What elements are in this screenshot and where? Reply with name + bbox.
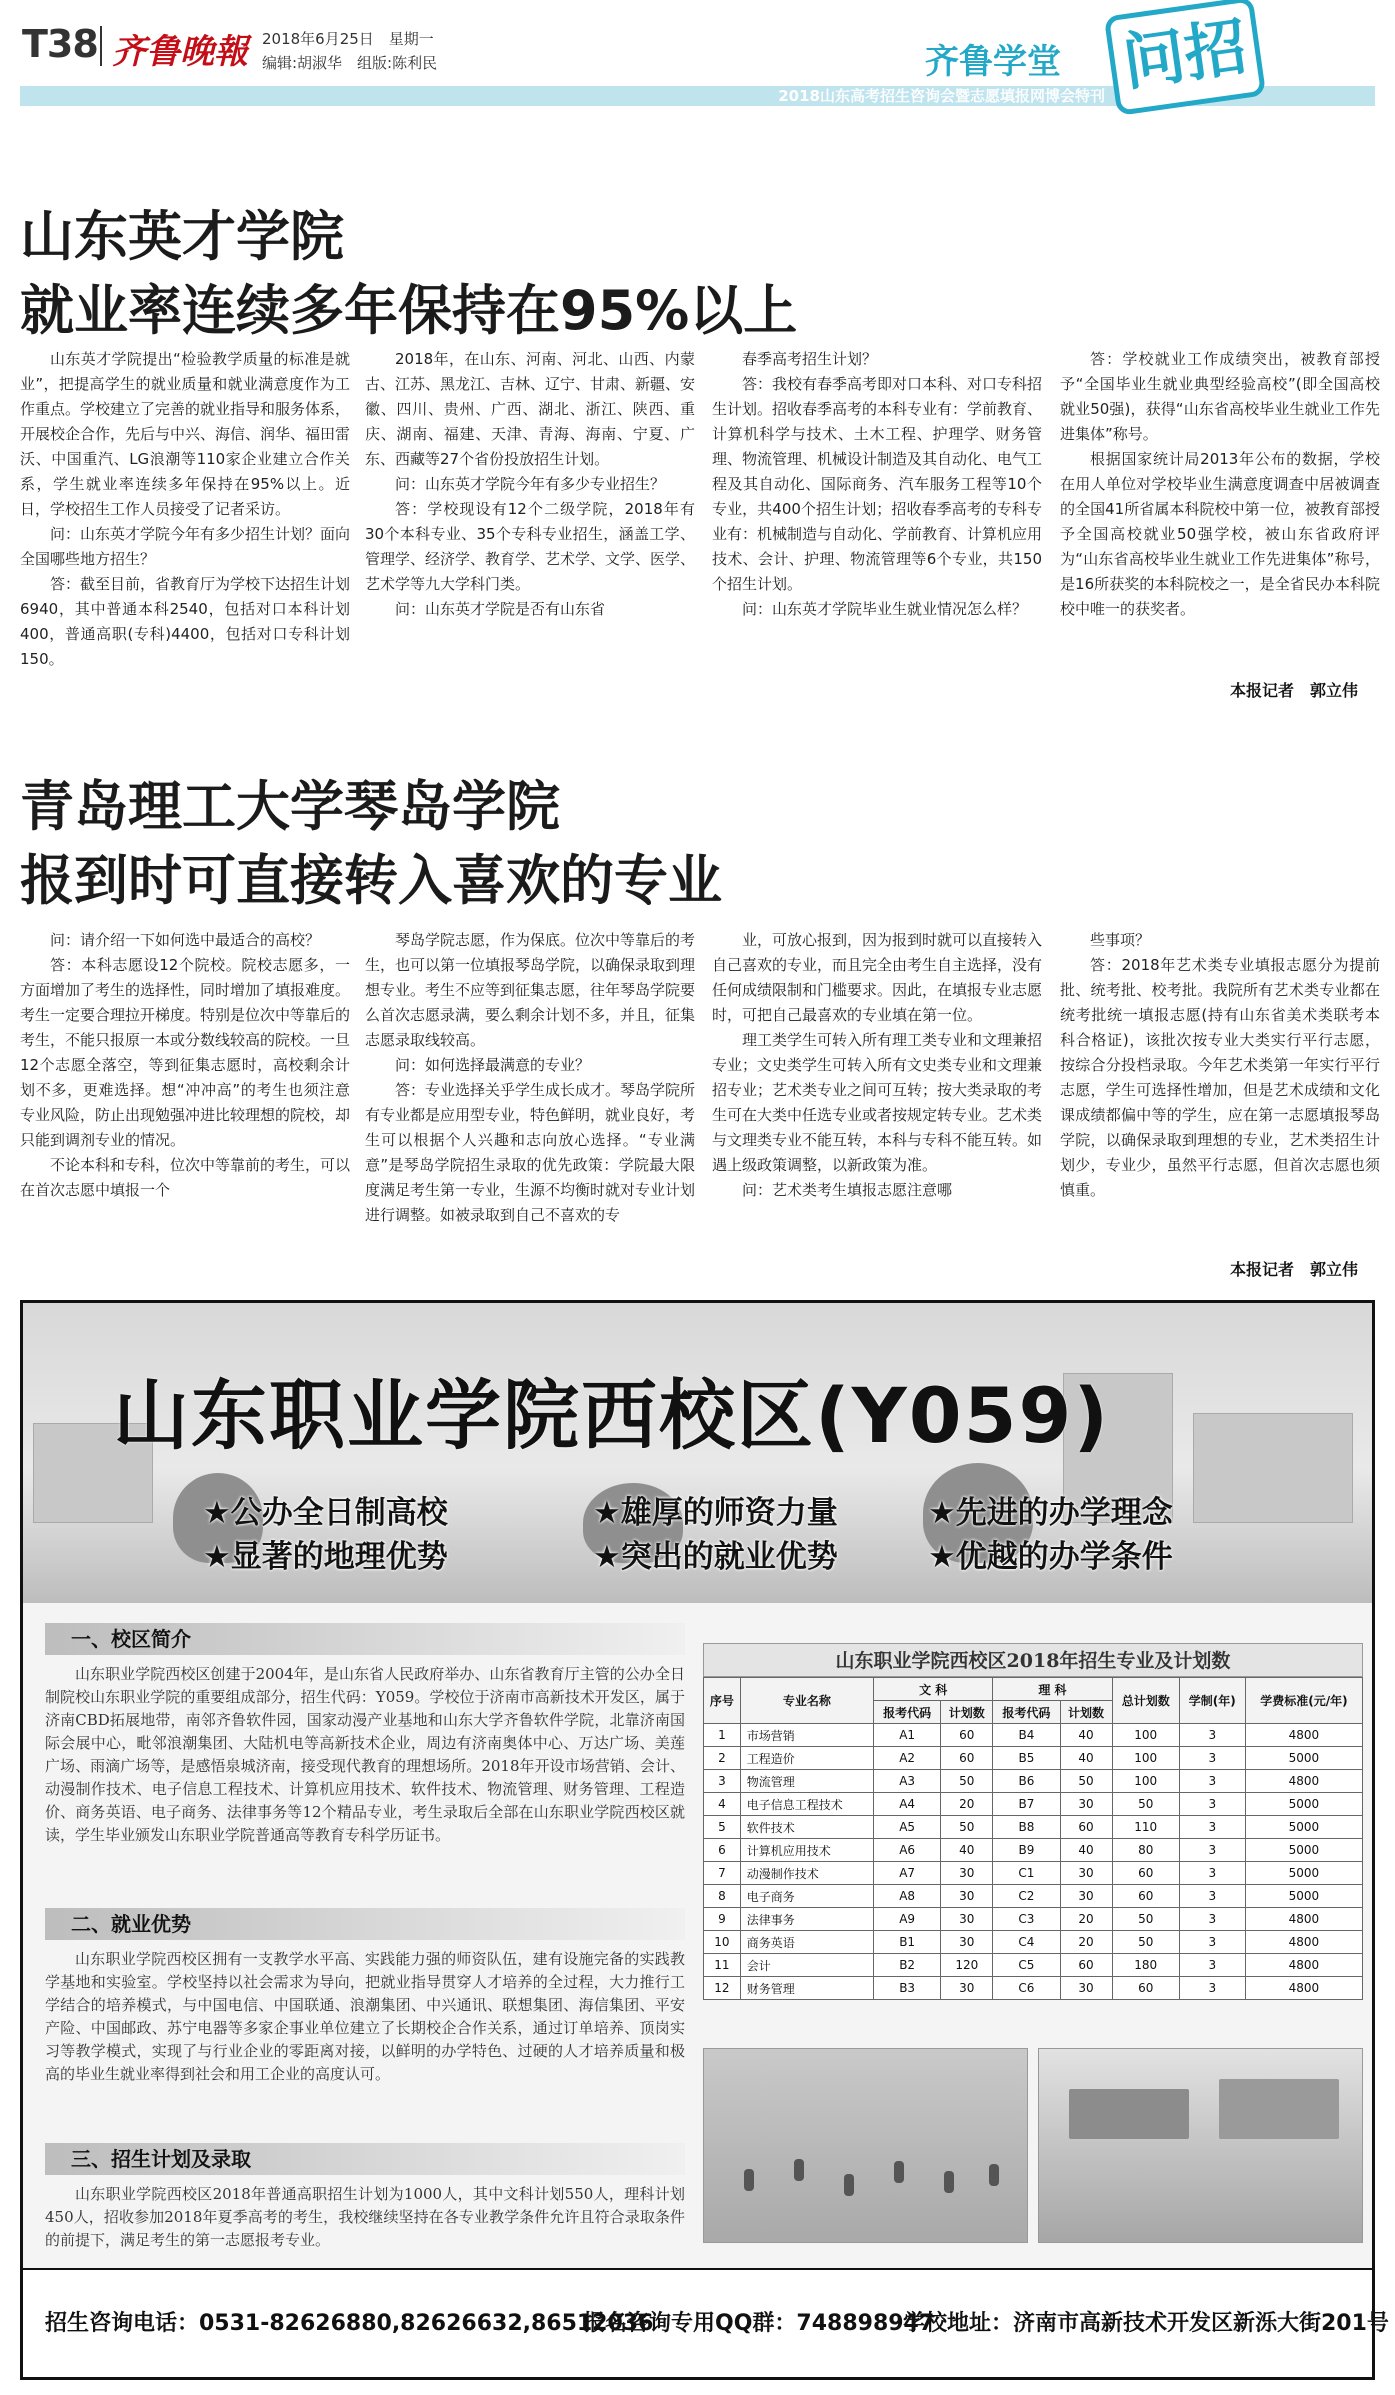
table-cell: 100 [1112,1770,1179,1793]
section-heading-admission: 三、招生计划及录取 [45,2143,685,2175]
table-cell: 40 [1060,1724,1112,1747]
campus-aerial-photo [1038,2048,1363,2243]
table-row [704,1793,1363,1816]
table-row [704,1724,1363,1747]
table-cell: A3 [874,1770,941,1793]
paragraph: 答：截至目前，省教育厅为学校下达招生计划6940，其中普通本科2540，包括对口本科计划400，普通高职(专科)4400，包括对口专科计划150。 [20,575,350,668]
table-cell: 3 [1179,1793,1245,1816]
table-cell: 20 [941,1793,993,1816]
table-caption: 山东职业学院西校区2018年招生专业及计划数 [703,1643,1363,1677]
table-cell: 4800 [1245,1954,1362,1977]
table-cell: 30 [941,1885,993,1908]
table-cell: 50 [1060,1770,1112,1793]
student-figure [894,2161,904,2183]
paragraph: 问：请介绍一下如何选中最适合的高校？ [50,931,321,949]
article1-subtitle: 就业率连续多年保持在95%以上 [20,279,798,342]
admission-phone: 招生咨询电话：0531-82626880,82626632,86512036 [45,2311,654,2336]
table-cell: 市场营销 [740,1724,873,1747]
table-cell: 100 [1112,1724,1179,1747]
table-cell: 5000 [1245,1862,1362,1885]
table-cell: 3 [1179,1885,1245,1908]
table-cell: 180 [1112,1954,1179,1977]
table-cell: C6 [993,1977,1060,2000]
page-number: T38 [22,22,98,66]
paragraph: 答：2018年艺术类专业填报志愿分为提前批、统考批、校考批。我院所有艺术类专业都在统考批统一填报志愿(持有山东省美术类联考本科合格证)，该批次按专业大类实行平行志愿，按综合分投档录取。今年艺术类第一年实行平行志愿，学生可选择性增加，但是艺术成绩和文化课成绩都偏中等的学生，应在第一志愿填报琴岛学院，以确保录取到理想的专业，艺术类招生计划少，专业少，虽然平行志愿，但首次志愿也须慎重。 [1060,956,1380,1199]
special-issue-title: 2018山东高考招生咨询会暨志愿填报网博会特刊 [778,87,1105,105]
table-cell: 5 [704,1816,741,1839]
table-row [704,1862,1363,1885]
issue-date: 2018年6月25日 星期一 [262,30,434,48]
table-cell: 30 [941,1862,993,1885]
table-cell: A7 [874,1862,941,1885]
col-header-total: 总计划数 [1112,1678,1179,1724]
paragraph: 琴岛学院志愿，作为保底。位次中等靠后的考生，也可以第一位填报琴岛学院，以确保录取到理想专业。考生不应等到征集志愿，往年琴岛学院要么首次志愿录满，要么剩余计划不多，并且，征集志愿录取线较高。 [365,931,695,1049]
table-cell: 3 [1179,1770,1245,1793]
article1-byline: 本报记者 郭立伟 [1230,681,1359,700]
col-header-li: 理 科 [993,1678,1112,1701]
section-text-admission: 山东职业学院西校区2018年普通高职招生计划为1000人，其中文科计划550人，理科计划450人，招收参加2018年夏季高考的考生，我校继续坚持在各专业教学条件允许且符合录取条件的前提下，满足考生的第一志愿报考专业。 [45,2185,685,2249]
table-cell: 40 [1060,1747,1112,1770]
table-cell: 20 [1060,1931,1112,1954]
table-cell: 40 [1060,1839,1112,1862]
article2-title: 青岛理工大学琴岛学院 [20,775,560,838]
table-row [704,1885,1363,1908]
col-header-wen-code: 报考代码 [874,1701,941,1724]
student-figure [794,2159,804,2181]
table-row [704,1770,1363,1793]
table-row [704,1816,1363,1839]
paragraph: 2018年，在山东、河南、河北、山西、内蒙古、江苏、黑龙江、吉林、辽宁、甘肃、新疆、安徽、四川、贵州、广西、湖北、浙江、陕西、重庆、湖南、福建、天津、青海、海南、宁夏、广东、西藏等27个省份投放招生计划。 [365,350,695,468]
col-header-wen: 文 科 [874,1678,993,1701]
table-cell: 30 [1060,1885,1112,1908]
editor-credits: 编辑:胡淑华 组版:陈利民 [262,54,438,72]
table-cell: 电子信息工程技术 [740,1793,873,1816]
student-figure [944,2171,954,2193]
table-cell: 4800 [1245,1931,1362,1954]
paragraph: 问：如何选择最满意的专业？ [395,1056,591,1074]
section-heading-intro: 一、校区简介 [45,1623,685,1655]
campus-photos [703,2048,1363,2243]
paragraph: 问：山东英才学院今年有多少招生计划？面向全国哪些地方招生？ [20,525,350,568]
table-cell: B3 [874,1977,941,2000]
table-cell: 100 [1112,1747,1179,1770]
table-cell: 30 [941,1908,993,1931]
paragraph: 些事项？ [1090,931,1151,949]
table-cell: 10 [704,1931,741,1954]
table-cell: 1 [704,1724,741,1747]
table-cell: C1 [993,1862,1060,1885]
table-cell: C3 [993,1908,1060,1931]
table-cell: 120 [941,1954,993,1977]
table-cell: B8 [993,1816,1060,1839]
table-cell: 60 [1060,1954,1112,1977]
table-cell: 30 [1060,1862,1112,1885]
table-cell: 计算机应用技术 [740,1839,873,1862]
table-cell: 3 [1179,1908,1245,1931]
table-cell: 5000 [1245,1816,1362,1839]
table-cell: 5000 [1245,1885,1362,1908]
qq-group: 报名咨询专用QQ群：748898947 [583,2311,935,2336]
table-cell: 法律事务 [740,1908,873,1931]
article1-column-2 [365,347,695,702]
table-cell: A9 [874,1908,941,1931]
table-row [704,1977,1363,2000]
table-cell: 3 [1179,1747,1245,1770]
table-cell: 4800 [1245,1770,1362,1793]
table-cell: 50 [1112,1931,1179,1954]
table-cell: 3 [1179,1954,1245,1977]
campus-building [1193,1413,1353,1523]
table-cell: 软件技术 [740,1816,873,1839]
table-row [704,1954,1363,1977]
table-cell: 60 [1060,1816,1112,1839]
paragraph: 不论本科和专科，位次中等靠前的考生，可以在首次志愿中填报一个 [20,1156,350,1199]
table-cell: 110 [1112,1816,1179,1839]
table-cell: 60 [1112,1977,1179,2000]
table-cell: B9 [993,1839,1060,1862]
table-cell: 30 [1060,1793,1112,1816]
table-cell: C5 [993,1954,1060,1977]
ad-feature: ★突出的就业优势 [593,1539,838,1575]
table-cell: 50 [941,1770,993,1793]
table-cell: 3 [1179,1816,1245,1839]
table-cell: 3 [1179,1839,1245,1862]
school-address: 学校地址：济南市高新技术开发区新泺大街201号 [903,2311,1389,2336]
ad-feature: ★公办全日制高校 [203,1495,448,1531]
table-cell: 3 [1179,1931,1245,1954]
col-header-no: 序号 [704,1678,741,1724]
table-cell: 8 [704,1885,741,1908]
article2-byline: 本报记者 郭立伟 [1230,1260,1359,1279]
table-cell: B2 [874,1954,941,1977]
advertisement [20,1300,1389,2380]
building-shape [1219,2079,1339,2139]
col-header-years: 学制(年) [1179,1678,1245,1724]
table-cell: B7 [993,1793,1060,1816]
table-cell: 30 [941,1931,993,1954]
table-row [704,1839,1363,1862]
paragraph: 答：学校现设有12个二级学院，2018年有30个本科专业、35个专科专业招生，涵盖工学、管理学、经济学、教育学、艺术学、文学、医学、艺术学等九大学科门类。 [365,500,695,593]
section-text-employment: 山东职业学院西校区拥有一支教学水平高、实践能力强的师资队伍，建有设施完备的实践教学基地和实验室。学校坚持以社会需求为导向，把就业指导贯穿人才培养的全过程，大力推行工学结合的培养模式，与中国电信、中国联通、浪潮集团、中兴通讯、联想集团、海信集团、平安产险、中国邮政、苏宁电器等多家企事业单位建立了长期校企合作关系，通过订单培养、顶岗实习等教学模式，实现了与行业企业的零距离对接，以鲜明的办学特色、过硬的人才培养质量和极高的毕业生就业率得到社会和用工企业的高度认可。 [45,1950,685,2083]
ad-feature: ★雄厚的师资力量 [593,1495,838,1531]
article2-column-2 [365,928,695,1283]
student-figure [844,2174,854,2196]
table-row [704,1908,1363,1931]
article2-column-4 [1060,928,1380,1258]
ad-feature: ★显著的地理优势 [203,1539,448,1575]
table-row [704,1747,1363,1770]
table-cell: A1 [874,1724,941,1747]
table-cell: 4800 [1245,1908,1362,1931]
student-figure [989,2164,999,2186]
table-cell: 30 [941,1977,993,2000]
table-cell: 7 [704,1862,741,1885]
table-cell: 11 [704,1954,741,1977]
paragraph: 答：本科志愿设12个院校。院校志愿多，一方面增加了考生的选择性，同时增加了填报难度。考生一定要合理拉开梯度。特别是位次中等靠后的考生，不能只报原一本或分数线较高的院校。一旦12个志愿全落空，等到征集志愿时，高校剩余计划不多，更难选择。想“冲冲高”的考生也须注意专业风险，防止出现勉强冲进比较理想的院校，却只能到调剂专业的情况。 [20,956,350,1149]
table-cell: 3 [1179,1724,1245,1747]
table-cell: A4 [874,1793,941,1816]
table-cell: 5000 [1245,1747,1362,1770]
student-figure [744,2169,754,2191]
article1-column-4 [1060,347,1380,677]
table-cell: B6 [993,1770,1060,1793]
campus-banner-photo [23,1303,1372,1603]
section-heading-employment: 二、就业优势 [45,1908,685,1940]
paragraph: 业，可放心报到，因为报到时就可以直接转入自己喜欢的专业，而且完全由考生自主选择，没有任何成绩限制和门槛要求。因此，在填报专业志愿时，可把自己最喜欢的专业填在第一位。 [712,931,1042,1024]
table-cell: B5 [993,1747,1060,1770]
paragraph: 问：山东英才学院今年有多少专业招生？ [395,475,666,493]
table-cell: 60 [941,1724,993,1747]
table-cell: C2 [993,1885,1060,1908]
table-cell: 6 [704,1839,741,1862]
ad-feature: ★优越的办学条件 [928,1539,1173,1575]
plan-table [703,1677,1363,2000]
table-cell: 60 [1112,1862,1179,1885]
table-cell: 4800 [1245,1977,1362,2000]
header-divider [100,26,102,66]
table-cell: B1 [874,1931,941,1954]
paragraph: 问：艺术类考生填报志愿注意哪 [742,1181,953,1199]
table-cell: 5000 [1245,1793,1362,1816]
article1-column-3 [712,347,1042,702]
paragraph: 答：我校有春季高考即对口本科、对口专科招生计划。招收春季高考的本科专业有：学前教育、计算机科学与技术、土木工程、护理学、财务管理、物流管理、机械设计制造及其自动化、电气工程及其自动化、国际商务、汽车服务工程等10个专业，共400个招生计划；招收春季高考的专科专业有：机械制造与自动化、学前教育、计算机应用技术、会计、护理、物流管理等6个专业，共150个招生计划。 [712,375,1042,593]
ad-feature: ★先进的办学理念 [928,1495,1173,1531]
table-cell: B4 [993,1724,1060,1747]
col-header-fee: 学费标准(元/年) [1245,1678,1362,1724]
table-cell: 财务管理 [740,1977,873,2000]
table-cell: 20 [1060,1908,1112,1931]
paragraph: 山东英才学院提出“检验教学质量的标准是就业”，把提高学生的就业质量和就业满意度作为工作重点。学校建立了完善的就业指导和服务体系，开展校企合作，先后与中兴、海信、润华、福田雷沃、中国重汽、LG浪潮等110家企业建立合作关系，学生就业率连续多年保持在95%以上。近日，学校招生工作人员接受了记者采访。 [20,350,350,518]
article2-column-3 [712,928,1042,1283]
paragraph: 问：山东英才学院是否有山东省 [395,600,606,618]
table-cell: 3 [704,1770,741,1793]
table-cell: 30 [1060,1977,1112,2000]
table-cell: 50 [1112,1793,1179,1816]
table-cell: 3 [1179,1977,1245,2000]
col-header-wen-plan: 计划数 [941,1701,993,1724]
table-cell: 商务英语 [740,1931,873,1954]
gym-class-photo [703,2048,1028,2243]
table-cell: A2 [874,1747,941,1770]
section-name: 齐鲁学堂 [925,42,1061,82]
paragraph: 答：学校就业工作成绩突出，被教育部授予“全国毕业生就业典型经验高校”(即全国高校就业50强)，获得“山东省高校毕业生就业工作先进集体”称号。 [1060,350,1380,443]
paragraph: 问：山东英才学院毕业生就业情况怎么样？ [742,600,1028,618]
table-cell: 4800 [1245,1724,1362,1747]
page-header [0,0,1395,118]
table-cell: 50 [941,1816,993,1839]
table-cell: 80 [1112,1839,1179,1862]
table-row [704,1931,1363,1954]
article2-column-1 [20,928,350,1283]
table-cell: 电子商务 [740,1885,873,1908]
table-cell: 5000 [1245,1839,1362,1862]
paragraph: 理工类学生可转入所有理工类专业和文理兼招专业；文史类学生可转入所有文史类专业和文理兼招专业；艺术类专业之间可互转；按大类录取的考生可在大类中任选专业或者按规定转专业。艺术类与文理类专业不能互转，本科与专科不能互转。如遇上级政策调整，以新政策为准。 [712,1031,1042,1174]
table-cell: 2 [704,1747,741,1770]
paragraph: 根据国家统计局2013年公布的数据，学校在用人单位对学校毕业生满意度调查中居被调查的全国41所省属本科院校中第一位，被教育部授予全国高校就业50强学校，被山东省政府评为“山东省高校毕业生就业工作先进集体”称号，是16所获奖的本科院校之一，是全省民办本科院校中唯一的获奖者。 [1060,450,1380,618]
table-cell: 60 [941,1747,993,1770]
table-cell: 9 [704,1908,741,1931]
enrollment-plan-table [703,1643,1363,2000]
col-header-major: 专业名称 [740,1678,873,1724]
ad-title: 山东职业学院西校区(Y059) [113,1371,1111,1460]
table-cell: 60 [1112,1885,1179,1908]
table-cell: A6 [874,1839,941,1862]
paragraph: 答：专业选择关乎学生成长成才。琴岛学院所有专业都是应用型专业，特色鲜明，就业良好，考生可以根据个人兴趣和志向放心选择。“专业满意”是琴岛学院招生录取的优先政策：学院最大限度满足考生第一专业，生源不均衡时就对专业计划进行调整。如被录取到自己不喜欢的专 [365,1081,695,1224]
table-cell: 12 [704,1977,741,2000]
wenzhao-logo: 问招 [1104,0,1266,116]
col-header-li-plan: 计划数 [1060,1701,1112,1724]
article1-column-1 [20,347,350,702]
table-cell: 物流管理 [740,1770,873,1793]
article1-title: 山东英才学院 [20,205,344,268]
newspaper-logo: 齐鲁晚報 [112,32,248,72]
col-header-li-code: 报考代码 [993,1701,1060,1724]
building-shape [1069,2089,1189,2139]
table-cell: A8 [874,1885,941,1908]
article2-subtitle: 报到时可直接转入喜欢的专业 [20,849,722,912]
section-text-intro: 山东职业学院西校区创建于2004年，是山东省人民政府举办、山东省教育厅主管的公办全日制院校山东职业学院的重要组成部分，招生代码：Y059。学校位于济南市高新技术开发区，属于济南CBD拓展地带，南邻齐鲁软件园，国家动漫产业基地和山东大学齐鲁软件学院，北靠济南国际会展中心，毗邻浪潮集团、大陆机电等高新技术企业，周边有济南奥体中心、万达广场、美莲广场、雨滴广场等，是感悟泉城济南，接受现代教育的理想场所。2018年开设市场营销、会计、动漫制作技术、电子信息工程技术、计算机应用技术、软件技术、物流管理、财务管理、工程造价、商务英语、电子商务、法律事务等12个精品专业，考生录取后全部在山东职业学院西校区就读，学生毕业颁发山东职业学院普通高等教育专科学历证书。 [45,1665,685,1844]
table-cell: 3 [1179,1862,1245,1885]
table-cell: A5 [874,1816,941,1839]
paragraph: 春季高考招生计划？ [742,350,878,368]
table-cell: 4 [704,1793,741,1816]
table-cell: 50 [1112,1908,1179,1931]
table-cell: C4 [993,1931,1060,1954]
table-body [704,1724,1363,2000]
table-cell: 动漫制作技术 [740,1862,873,1885]
table-cell: 会计 [740,1954,873,1977]
ad-footer [23,2268,1389,2377]
table-cell: 工程造价 [740,1747,873,1770]
table-cell: 40 [941,1839,993,1862]
